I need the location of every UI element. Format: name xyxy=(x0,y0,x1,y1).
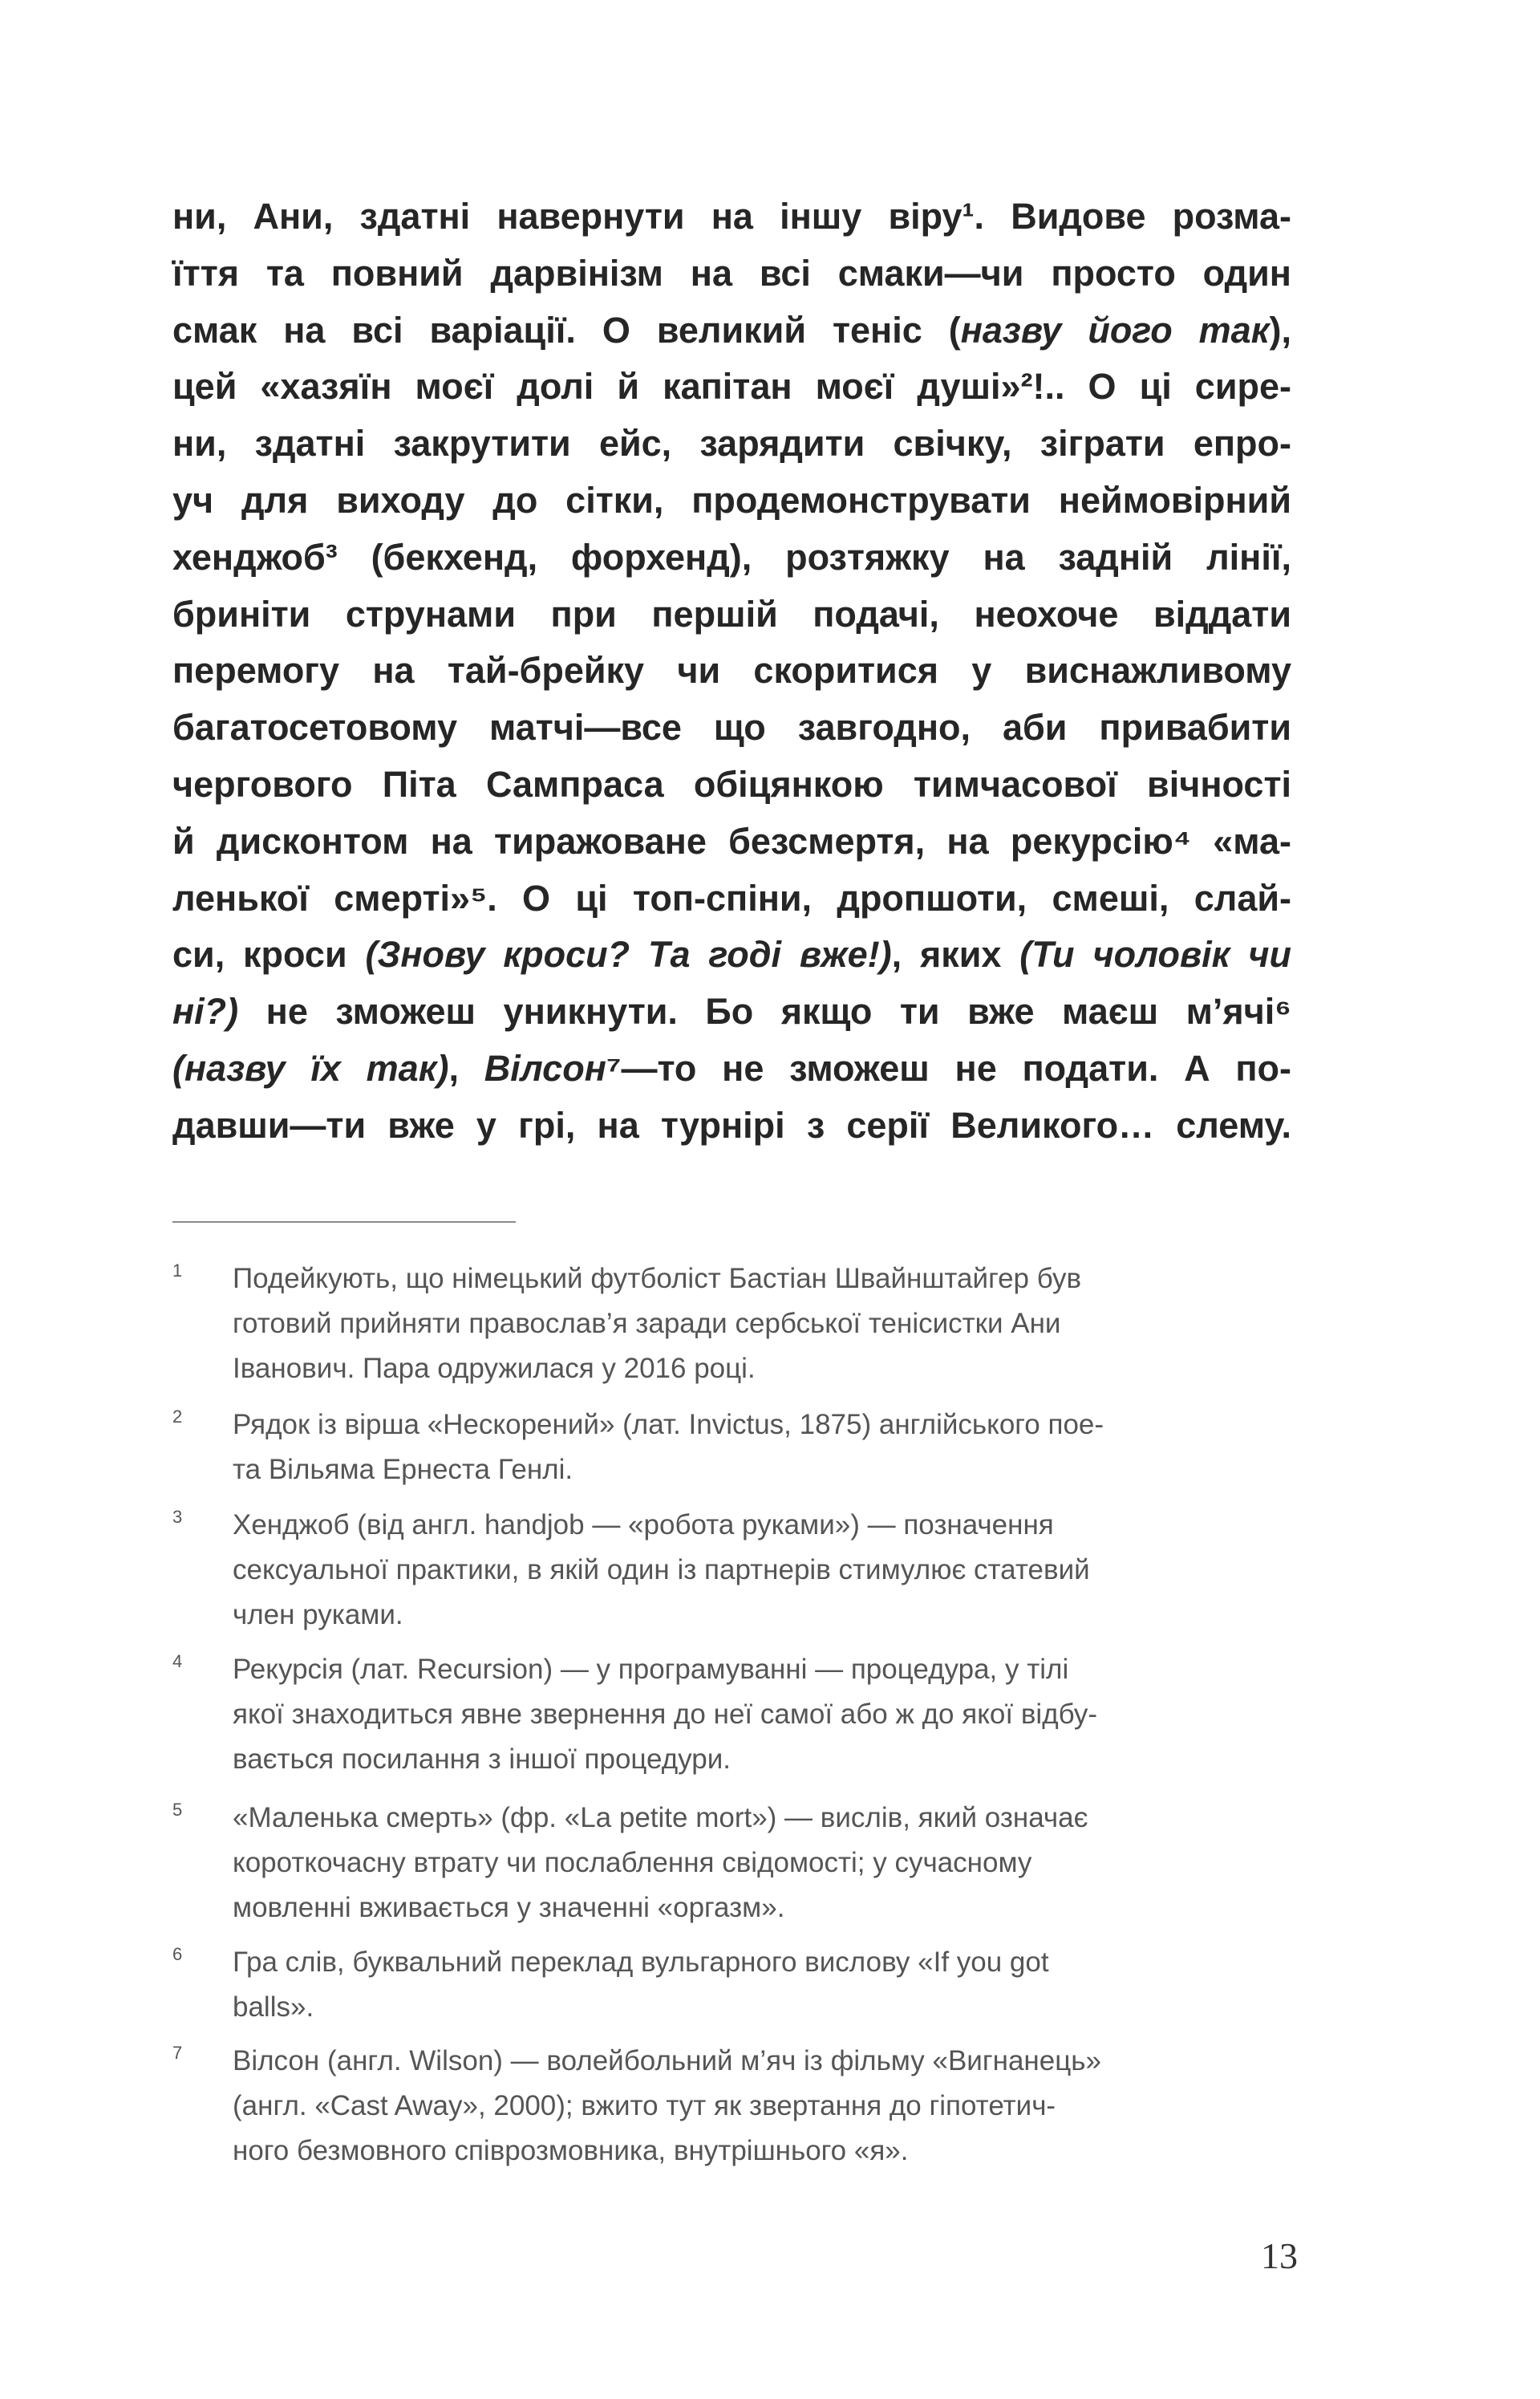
text-segment: багатосетовому матчі—все що завгодно, аби привабити xyxy=(172,707,1291,749)
text-segment: не зможеш уникнути. Бо якщо ти вже маєш м’ячі⁶ xyxy=(238,991,1291,1033)
body-line xyxy=(172,926,1291,983)
footnote-number: 3 xyxy=(172,1507,183,1527)
footnote-line: Вілсон (англ. Wilson) — волейбольний м’яч із фільму «Вигнанець» xyxy=(233,2045,1101,2076)
footnote-number: 1 xyxy=(172,1260,183,1281)
page-number: 13 xyxy=(1261,2235,1298,2276)
italic-text-segment: назву його так xyxy=(960,309,1270,351)
footnote xyxy=(172,1503,1295,1638)
text-segment: си, кроси xyxy=(172,934,366,976)
footnote-line: «Маленька смерть» (фр. «La petite mort») — вислів, який означає xyxy=(233,1802,1088,1833)
text-segment: чергового Піта Сампраса обіцянкою тимчасової вічності xyxy=(172,764,1291,805)
text-segment: ленької смерті»⁵. О ці топ-спіни, дропшоти, смеші, слай- xyxy=(172,877,1291,919)
footnote-number: 7 xyxy=(172,2043,183,2063)
body-line xyxy=(172,529,1291,586)
footnote-line: Рядок із вірша «Нескорений» (лат. Invictus, 1875) англійського пое- xyxy=(233,1409,1104,1440)
body-line xyxy=(172,983,1291,1040)
text-segment: смак на всі варіації. О великий теніс ( xyxy=(172,309,961,351)
footnote-number: 2 xyxy=(172,1407,183,1427)
text-segment: й дисконтом на тиражоване безсмертя, на рекурсію⁴ «ма- xyxy=(172,820,1291,862)
body-line xyxy=(172,302,1291,359)
text-segment: ), xyxy=(1269,309,1291,351)
footnote-line: balls». xyxy=(233,1991,314,2023)
footnote-line: Іванович. Пара одружилася у 2016 році. xyxy=(233,1353,756,1384)
footnote-line: сексуальної практики, в якій один із партнерів стимулює статевий xyxy=(233,1554,1090,1585)
italic-text-segment: (Ти чоловік чи xyxy=(1019,934,1292,976)
text-segment: перемогу на тай-брейку чи скоритися у виснажливому xyxy=(172,650,1291,692)
footnote-line: мовленні вживається у значенні «оргазм». xyxy=(233,1892,785,1923)
body-line xyxy=(172,699,1291,756)
footnote-divider xyxy=(172,1221,516,1223)
footnote-line: готовий прийняти православ’я заради сербської тенісистки Ани xyxy=(233,1308,1061,1339)
text-segment: їття та повний дарвінізм на всі смаки—чи просто один xyxy=(172,252,1291,294)
text-segment: давши—ти вже у грі, на турнірі з серії Великого… слему. xyxy=(172,1104,1291,1146)
footnote-number: 5 xyxy=(172,1800,183,1820)
body-line xyxy=(172,870,1291,927)
body-line xyxy=(172,188,1291,245)
footnote xyxy=(172,1256,1295,1391)
footnote-line: та Вільяма Ернеста Генлі. xyxy=(233,1454,573,1485)
text-segment: , xyxy=(448,1048,484,1089)
footnote-line: Рекурсія (лат. Recursion) — у програмуванні — процедура, у тілі xyxy=(233,1654,1069,1685)
footnote xyxy=(172,1796,1295,1930)
footnote-line: (англ. «Cast Away», 2000); вжито тут як звертання до гіпотетич- xyxy=(233,2090,1056,2121)
body-line xyxy=(172,1097,1291,1154)
body-line xyxy=(172,1040,1291,1097)
body-line xyxy=(172,245,1291,302)
text-segment: бриніти струнами при першій подачі, неохоче віддати xyxy=(172,593,1291,635)
text-segment: цей «хазяїн моєї долі й капітан моєї душі»²!.. О ці сире- xyxy=(172,366,1291,408)
footnote-line: ного безмовного співрозмовника, внутрішнього «я». xyxy=(233,2135,909,2166)
footnote-line: якої знаходиться явне звернення до неї самої або ж до якої відбу- xyxy=(233,1699,1098,1730)
footnote xyxy=(172,1402,1295,1492)
text-segment: хенджоб³ (бекхенд, форхенд), розтяжку на задній лінії, xyxy=(172,536,1291,578)
text-segment: ни, Ани, здатні навернути на іншу віру¹. Видове розма- xyxy=(172,196,1291,237)
text-segment: ни, здатні закрутити ейс, зарядити свічку, зіграти епро- xyxy=(172,423,1291,465)
italic-text-segment: Вілсон xyxy=(484,1048,606,1089)
italic-text-segment: ні?) xyxy=(172,991,239,1033)
footnote-line: член руками. xyxy=(233,1599,403,1630)
footnote-line: короткочасну втрату чи послаблення свідомості; у сучасному xyxy=(233,1847,1032,1878)
footnote-line: вається посилання з іншої процедури. xyxy=(233,1743,732,1775)
body-line xyxy=(172,472,1291,529)
footnote-line: Подейкують, що німецький футболіст Бастіан Швайнштайгер був xyxy=(233,1263,1082,1294)
footnote-number: 4 xyxy=(172,1651,183,1671)
text-segment: ⁷—то не зможеш не подати. А по- xyxy=(606,1048,1292,1089)
body-line xyxy=(172,586,1291,643)
footnote-line: Гра слів, буквальний переклад вульгарного вислову «If you got xyxy=(233,1946,1049,1978)
body-line xyxy=(172,813,1291,870)
footnote xyxy=(172,1647,1295,1782)
text-segment: уч для виходу до сітки, продемонструвати неймовірний xyxy=(172,480,1291,521)
text-segment: , яких xyxy=(891,934,1020,976)
footnote xyxy=(172,1940,1295,2030)
body-line xyxy=(172,642,1291,699)
footnote-line: Хенджоб (від англ. handjob — «робота руками») — позначення xyxy=(233,1509,1054,1540)
italic-text-segment: (Знову кроси? Та годі вже!) xyxy=(365,934,892,976)
body-line xyxy=(172,358,1291,415)
italic-text-segment: (назву їх так) xyxy=(172,1048,449,1089)
body-line xyxy=(172,756,1291,813)
footnote-number: 6 xyxy=(172,1944,183,1964)
body-line xyxy=(172,415,1291,472)
footnote xyxy=(172,2039,1295,2174)
